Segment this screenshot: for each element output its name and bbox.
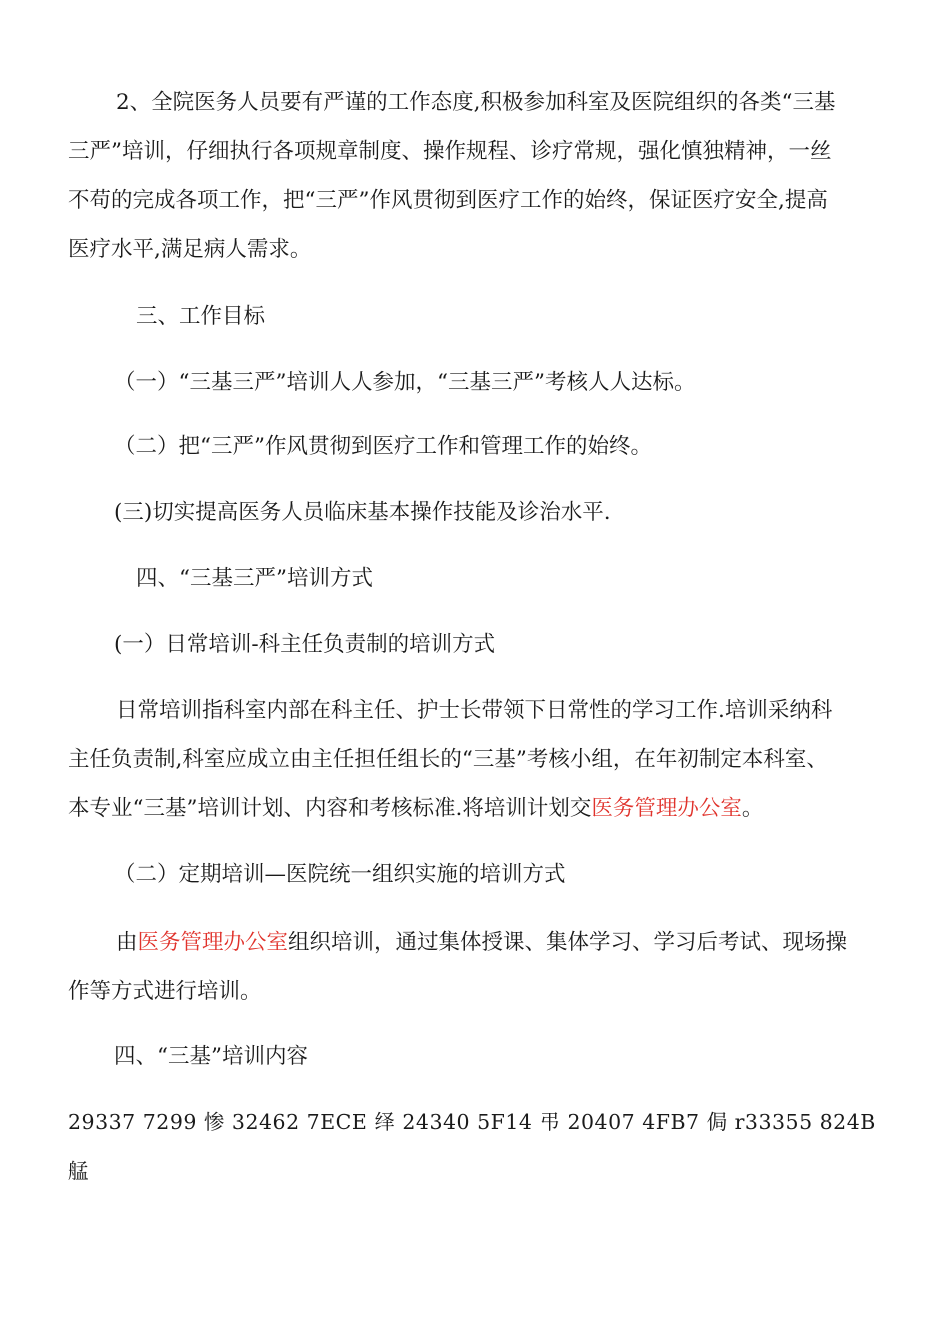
code-line: 29337 7299 惨 32462 7ECE 绎 24340 5F14 弔 20407 4FB7 侷 r33355 824B 艋 bbox=[68, 1110, 876, 1183]
method-2-line-2: 作等方式进行培训。 bbox=[68, 979, 262, 1004]
method-2-body bbox=[68, 918, 888, 1016]
para2-line-3: 不苟的完成各项工作，把“三严”作风贯彻到医疗工作的始终，保证医疗安全,提高 bbox=[68, 188, 828, 213]
method-2-prefix: 由 bbox=[116, 930, 138, 955]
office-name-highlight-2: 医务管理办公室 bbox=[137, 930, 289, 955]
method-1-body bbox=[68, 686, 888, 833]
heading-work-goals: 三、工作目标 bbox=[136, 304, 266, 329]
heading-training-methods: 四、“三基三严”培训方式 bbox=[136, 566, 373, 591]
para2-line-1: 2、全院医务人员要有严谨的工作态度,积极参加科室及医院组织的各类“三基 bbox=[116, 90, 836, 115]
heading-training-content: 四、“三基”培训内容 bbox=[114, 1044, 308, 1069]
method-2-title: （二）定期培训—医院统一组织实施的培训方式 bbox=[114, 862, 566, 887]
method-2-line-1-rest: 组织培训，通过集体授课、集体学习、学习后考试、现场操 bbox=[288, 930, 848, 955]
method-1-line-3: 本专业“三基”培训计划、内容和考核标准.将培训计划交 bbox=[68, 796, 592, 821]
paragraph-item-2 bbox=[68, 78, 888, 274]
period: 。 bbox=[741, 796, 764, 821]
office-name-highlight: 医务管理办公室 bbox=[591, 796, 742, 821]
goal-1: （一）“三基三严”培训人人参加，“三基三严”考核人人达标。 bbox=[114, 370, 696, 395]
goal-2: （二）把“三严”作风贯彻到医疗工作和管理工作的始终。 bbox=[114, 434, 652, 459]
goal-3: (三)切实提高医务人员临床基本操作技能及诊治水平. bbox=[114, 500, 611, 525]
method-1-line-2: 主任负责制,科室应成立由主任担任组长的“三基”考核小组，在年初制定本科室、 bbox=[68, 747, 828, 772]
method-1-title: (一）日常培训-科主任负责制的培训方式 bbox=[114, 632, 496, 657]
method-1-line-1: 日常培训指科室内部在科主任、护士长带领下日常性的学习工作.培训采纳科 bbox=[116, 698, 833, 723]
para2-line-4: 医疗水平,满足病人需求。 bbox=[68, 237, 312, 262]
para2-line-2: 三严”培训，仔细执行各项规章制度、操作规程、诊疗常规，强化慎独精神，一丝 bbox=[68, 139, 832, 164]
